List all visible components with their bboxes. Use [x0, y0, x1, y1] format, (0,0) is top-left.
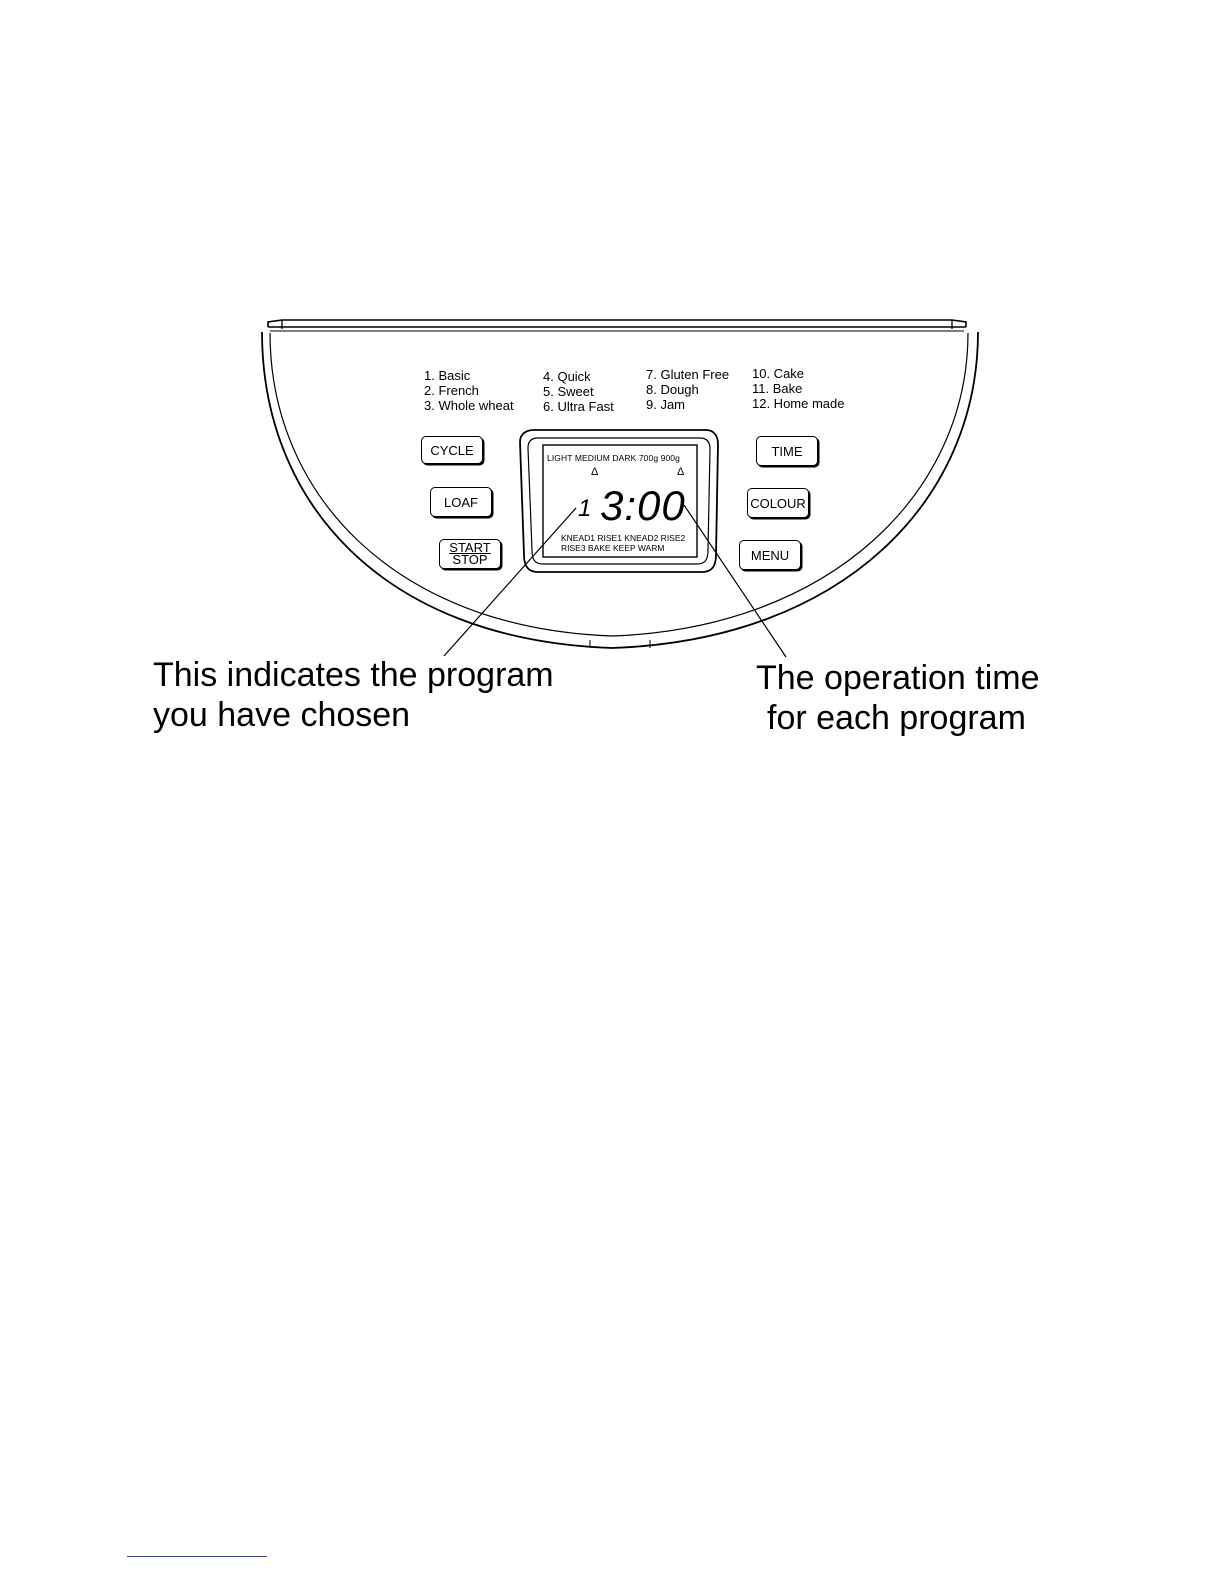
program-item: 7. Gluten Free	[646, 367, 730, 382]
program-item: 11. Bake	[752, 381, 803, 396]
crust-marker-triangle: Δ	[591, 466, 599, 478]
time-button-label: TIME	[771, 443, 803, 459]
time-callout-line1: The operation time	[756, 659, 1040, 697]
lcd-setting-labels: LIGHT MEDIUM DARK 700g 900g	[547, 453, 680, 463]
program-list-col4	[752, 366, 845, 411]
program-list-col3	[646, 367, 729, 412]
colour-button[interactable]	[747, 488, 809, 518]
stop-label: STOP	[452, 552, 488, 567]
lcd-stage-labels	[561, 533, 685, 553]
time-callout	[756, 658, 1040, 738]
program-item: 9. Jam	[646, 397, 686, 412]
program-item: 5. Sweet	[543, 384, 594, 399]
program-list-col1	[424, 368, 514, 413]
start-stop-button[interactable]	[439, 539, 501, 569]
menu-button[interactable]	[739, 540, 801, 570]
cycle-button[interactable]	[421, 436, 483, 464]
time-callout-line	[684, 505, 786, 657]
footnote-separator	[127, 1556, 267, 1557]
lcd-stage-line: RISE3 BAKE KEEP WARM	[561, 543, 665, 553]
program-callout-line2: you have chosen	[153, 696, 411, 734]
program-item: 2. French	[424, 383, 479, 398]
program-item: 4. Quick	[543, 369, 591, 384]
loaf-button[interactable]	[430, 487, 492, 517]
program-item: 10. Cake	[752, 366, 805, 381]
colour-button-label: COLOUR	[750, 495, 806, 511]
program-item: 8. Dough	[646, 382, 699, 397]
lcd-program-number: 1	[578, 495, 592, 522]
loaf-button-label: LOAF	[444, 494, 478, 510]
program-list-col2	[543, 369, 614, 414]
program-item: 1. Basic	[424, 368, 471, 383]
cycle-button-label: CYCLE	[430, 442, 474, 458]
lcd-stage-line: KNEAD1 RISE1 KNEAD2 RISE2	[561, 533, 686, 543]
lcd-time-readout: 3:00	[600, 482, 686, 529]
program-item: 12. Home made	[752, 396, 845, 411]
time-button[interactable]	[756, 436, 818, 466]
program-item: 6. Ultra Fast	[543, 399, 614, 414]
time-callout-line2: for each program	[767, 699, 1026, 737]
program-callout-line1: This indicates the program	[153, 656, 554, 694]
program-item: 3. Whole wheat	[424, 398, 514, 413]
start-label: START	[449, 540, 491, 555]
menu-button-label: MENU	[750, 547, 790, 563]
weight-marker-triangle: Δ	[677, 466, 685, 478]
program-callout	[153, 655, 554, 735]
